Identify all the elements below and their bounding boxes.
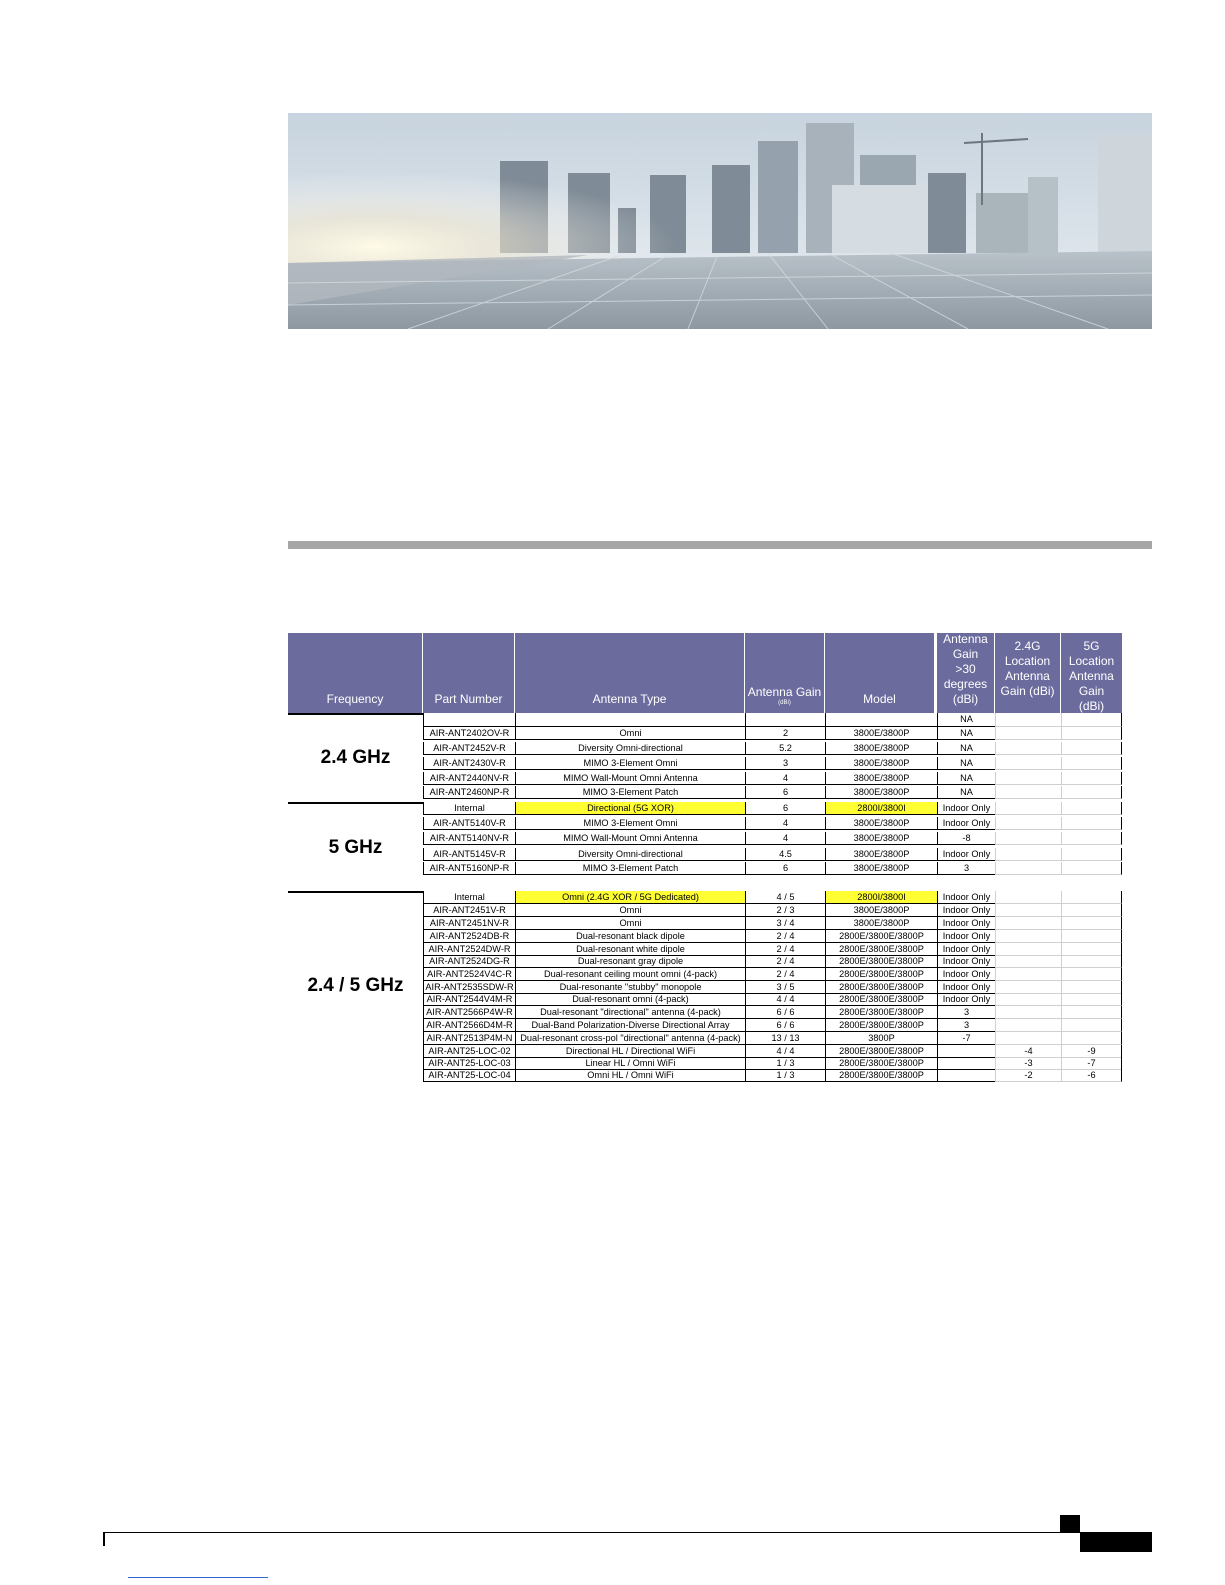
cell-gain-30: -8 (937, 832, 995, 845)
cell-model (825, 713, 937, 727)
cell-part-number: AIR-ANT2402OV-R (423, 727, 515, 740)
cell-model: 3800E/3800P (825, 786, 937, 799)
cell-part-number: AIR-ANT25-LOC-02 (423, 1045, 515, 1058)
cell-gain-30: 3 (937, 862, 995, 875)
cell-model: 3800E/3800P (825, 757, 937, 770)
cell-gain-30: NA (937, 727, 995, 740)
header-model: Model (825, 633, 935, 713)
footer-tick (103, 1532, 105, 1546)
cell-part-number: AIR-ANT2566D4M-R (423, 1019, 515, 1032)
cell-model: 3800E/3800P (825, 832, 937, 845)
cell-antenna-type: Dual-resonant black dipole (515, 930, 745, 943)
cell-model: 3800E/3800P (825, 848, 937, 861)
cell-loc-5 (1061, 802, 1122, 815)
cell-loc-5 (1061, 904, 1122, 917)
header-part-number: Part Number (423, 633, 515, 713)
cell-antenna-type: MIMO 3-Element Omni (515, 817, 745, 830)
cell-gain-30: Indoor Only (937, 943, 995, 956)
cell-antenna-type: MIMO Wall-Mount Omni Antenna (515, 772, 745, 785)
cell-loc-24: -3 (995, 1057, 1061, 1070)
cell-part-number (423, 713, 515, 727)
cell-loc-24 (995, 891, 1061, 904)
cell-antenna-gain: 2 (745, 727, 825, 740)
header-gain-30: Antenna Gain >30 degrees (dBi) (937, 633, 995, 713)
cell-gain-30: Indoor Only (937, 891, 995, 904)
cell-loc-5 (1061, 848, 1122, 861)
cell-antenna-type: Dual-resonant "directional" antenna (4-pack) (515, 1006, 745, 1019)
cell-model: 2800E/3800E/3800P (825, 1045, 937, 1058)
cell-loc-24 (995, 848, 1061, 861)
cell-gain-30: NA (937, 713, 995, 727)
cell-gain-30: NA (937, 742, 995, 755)
cell-loc-24 (995, 862, 1061, 875)
cell-part-number: AIR-ANT2513P4M-N (423, 1032, 515, 1045)
cell-antenna-type: Omni (2.4G XOR / 5G Dedicated) (515, 891, 745, 904)
cell-antenna-type: Dual-resonant white dipole (515, 943, 745, 956)
cell-part-number: AIR-ANT25-LOC-04 (423, 1069, 515, 1082)
cell-antenna-gain: 5.2 (745, 742, 825, 755)
cell-loc-5 (1061, 786, 1122, 799)
cell-antenna-gain: 6 (745, 862, 825, 875)
cell-loc-5 (1061, 713, 1122, 727)
cell-loc-5 (1061, 1019, 1122, 1032)
cell-loc-5: -7 (1061, 1057, 1122, 1070)
cell-antenna-type: Dual-resonant gray dipole (515, 955, 745, 968)
cell-loc-24 (995, 993, 1061, 1006)
cell-loc-24 (995, 742, 1061, 755)
cell-antenna-gain: 2 / 4 (745, 955, 825, 968)
cell-part-number: AIR-ANT2452V-R (423, 742, 515, 755)
cell-antenna-type: MIMO 3-Element Patch (515, 786, 745, 799)
cell-loc-5 (1061, 1006, 1122, 1019)
cell-loc-24 (995, 904, 1061, 917)
cell-antenna-type: Linear HL / Omni WiFi (515, 1057, 745, 1070)
cell-part-number: AIR-ANT2451V-R (423, 904, 515, 917)
cell-model: 3800P (825, 1032, 937, 1045)
cell-model: 3800E/3800P (825, 917, 937, 930)
cell-antenna-gain: 2 / 4 (745, 943, 825, 956)
cell-loc-5 (1061, 955, 1122, 968)
cell-antenna-type: Dual-resonant omni (4-pack) (515, 993, 745, 1006)
cell-part-number: AIR-ANT2524DB-R (423, 930, 515, 943)
cell-loc-24 (995, 1006, 1061, 1019)
cell-loc-24 (995, 968, 1061, 981)
cell-loc-5 (1061, 832, 1122, 845)
cell-antenna-gain: 3 / 4 (745, 917, 825, 930)
cell-loc-5: -6 (1061, 1069, 1122, 1082)
cell-gain-30: 3 (937, 1019, 995, 1032)
cell-model: 2800E/3800E/3800P (825, 930, 937, 943)
cell-loc-5 (1061, 930, 1122, 943)
footer-rule (103, 1532, 1152, 1533)
cell-loc-5 (1061, 891, 1122, 904)
cell-loc-24 (995, 917, 1061, 930)
cell-antenna-gain: 13 / 13 (745, 1032, 825, 1045)
cell-part-number: AIR-ANT5140V-R (423, 817, 515, 830)
cell-gain-30: NA (937, 772, 995, 785)
cell-loc-5 (1061, 968, 1122, 981)
cell-antenna-gain: 4 (745, 832, 825, 845)
cell-antenna-type: Omni (515, 917, 745, 930)
header-loc-24: 2.4G Location Antenna Gain (dBi) (995, 633, 1061, 713)
cell-part-number: AIR-ANT5140NV-R (423, 832, 515, 845)
cell-antenna-gain (745, 713, 825, 727)
cell-antenna-type: MIMO 3-Element Patch (515, 862, 745, 875)
cell-loc-5 (1061, 742, 1122, 755)
page-number-box (1080, 1532, 1152, 1552)
cell-part-number: Internal (423, 802, 515, 815)
cell-antenna-type: MIMO 3-Element Omni (515, 757, 745, 770)
cell-model: 2800E/3800E/3800P (825, 1019, 937, 1032)
cell-model: 2800E/3800E/3800P (825, 981, 937, 994)
cell-antenna-gain: 4 / 4 (745, 1045, 825, 1058)
cell-gain-30: NA (937, 786, 995, 799)
cell-loc-24 (995, 757, 1061, 770)
cell-loc-24 (995, 727, 1061, 740)
cell-part-number: AIR-ANT2451NV-R (423, 917, 515, 930)
cell-antenna-type: Dual-resonant ceiling mount omni (4-pack) (515, 968, 745, 981)
cell-gain-30: -7 (937, 1032, 995, 1045)
cell-loc-5 (1061, 993, 1122, 1006)
cell-loc-5 (1061, 727, 1122, 740)
cell-gain-30: Indoor Only (937, 917, 995, 930)
cell-loc-24 (995, 786, 1061, 799)
cell-antenna-gain: 2 / 4 (745, 968, 825, 981)
cell-loc-5 (1061, 917, 1122, 930)
cell-loc-24 (995, 1019, 1061, 1032)
cell-antenna-type: Directional HL / Directional WiFi (515, 1045, 745, 1058)
cell-model: 2800E/3800E/3800P (825, 1006, 937, 1019)
cell-loc-24: -2 (995, 1069, 1061, 1082)
cell-model: 2800E/3800E/3800P (825, 943, 937, 956)
cell-model: 2800E/3800E/3800P (825, 1069, 937, 1082)
cell-part-number: AIR-ANT2524DG-R (423, 955, 515, 968)
footer-marker (1060, 1515, 1080, 1532)
cell-antenna-type (515, 713, 745, 727)
cell-model: 3800E/3800P (825, 772, 937, 785)
cell-model: 3800E/3800P (825, 727, 937, 740)
cell-antenna-gain: 3 (745, 757, 825, 770)
cell-gain-30: Indoor Only (937, 968, 995, 981)
cell-loc-24 (995, 713, 1061, 727)
cell-model: 3800E/3800P (825, 817, 937, 830)
cell-part-number: Internal (423, 891, 515, 904)
cell-gain-30: Indoor Only (937, 993, 995, 1006)
cell-loc-5 (1061, 862, 1122, 875)
cell-antenna-type: Diversity Omni-directional (515, 742, 745, 755)
cell-gain-30: Indoor Only (937, 955, 995, 968)
cell-antenna-type: Omni HL / Omni WiFi (515, 1069, 745, 1082)
cell-loc-24 (995, 802, 1061, 815)
skyline-illustration (288, 113, 1152, 329)
cell-loc-24 (995, 817, 1061, 830)
cell-antenna-gain: 4 / 4 (745, 993, 825, 1006)
footer-link[interactable] (128, 1577, 268, 1578)
cell-model: 2800E/3800E/3800P (825, 955, 937, 968)
cell-loc-24 (995, 772, 1061, 785)
cell-loc-24 (995, 930, 1061, 943)
cell-part-number: AIR-ANT2430V-R (423, 757, 515, 770)
cell-antenna-gain: 4 / 5 (745, 891, 825, 904)
cell-antenna-type: MIMO Wall-Mount Omni Antenna (515, 832, 745, 845)
cell-antenna-gain: 6 (745, 802, 825, 815)
header-antenna-type: Antenna Type (515, 633, 745, 713)
group-label-5ghz: 5 GHz (328, 836, 383, 858)
section-rule (288, 541, 1152, 549)
cell-antenna-gain: 2 / 3 (745, 904, 825, 917)
cell-antenna-type: Dual-resonant cross-pol "directional" antenna (4-pack) (515, 1032, 745, 1045)
cell-antenna-gain: 4 (745, 772, 825, 785)
cell-part-number: AIR-ANT2535SDW-R (423, 981, 515, 994)
cell-model: 3800E/3800P (825, 904, 937, 917)
cell-gain-30: Indoor Only (937, 817, 995, 830)
cell-part-number: AIR-ANT2440NV-R (423, 772, 515, 785)
cell-loc-5 (1061, 817, 1122, 830)
cell-loc-24 (995, 1032, 1061, 1045)
cell-model: 2800I/3800I (825, 891, 937, 904)
cell-antenna-gain: 1 / 3 (745, 1069, 825, 1082)
hero-image (288, 113, 1152, 329)
cell-part-number: AIR-ANT2460NP-R (423, 786, 515, 799)
cell-gain-30: Indoor Only (937, 981, 995, 994)
cell-model: 2800E/3800E/3800P (825, 968, 937, 981)
group-label-2-4ghz: 2.4 GHz (320, 746, 391, 768)
cell-part-number: AIR-ANT25-LOC-03 (423, 1057, 515, 1070)
cell-antenna-gain: 4 (745, 817, 825, 830)
cell-model: 2800I/3800I (825, 802, 937, 815)
cell-antenna-gain: 2 / 4 (745, 930, 825, 943)
cell-antenna-gain: 6 / 6 (745, 1019, 825, 1032)
cell-loc-5 (1061, 1032, 1122, 1045)
header-frequency: Frequency (288, 633, 423, 713)
cell-antenna-type: Omni (515, 904, 745, 917)
cell-gain-30: Indoor Only (937, 848, 995, 861)
cell-gain-30: 3 (937, 1006, 995, 1019)
cell-model: 2800E/3800E/3800P (825, 1057, 937, 1070)
cell-part-number: AIR-ANT2544V4M-R (423, 993, 515, 1006)
cell-part-number: AIR-ANT2566P4W-R (423, 1006, 515, 1019)
cell-antenna-gain: 4.5 (745, 848, 825, 861)
header-loc-5: 5G Location Antenna Gain (dBi) (1061, 633, 1122, 713)
cell-antenna-type: Dual-Band Polarization-Diverse Directional Array (515, 1019, 745, 1032)
cell-loc-24: -4 (995, 1045, 1061, 1058)
cell-antenna-type: Diversity Omni-directional (515, 848, 745, 861)
cell-loc-24 (995, 832, 1061, 845)
cell-part-number: AIR-ANT2524DW-R (423, 943, 515, 956)
cell-gain-30: Indoor Only (937, 904, 995, 917)
cell-antenna-type: Dual-resonante "stubby" monopole (515, 981, 745, 994)
cell-antenna-gain: 6 (745, 786, 825, 799)
cell-loc-24 (995, 955, 1061, 968)
cell-model: 3800E/3800P (825, 742, 937, 755)
cell-antenna-gain: 6 / 6 (745, 1006, 825, 1019)
header-antenna-gain: Antenna Gain (dBi) (745, 633, 825, 713)
cell-gain-30: Indoor Only (937, 930, 995, 943)
cell-part-number: AIR-ANT5145V-R (423, 848, 515, 861)
cell-loc-5 (1061, 772, 1122, 785)
cell-part-number: AIR-ANT5160NP-R (423, 862, 515, 875)
cell-part-number: AIR-ANT2524V4C-R (423, 968, 515, 981)
cell-loc-5 (1061, 757, 1122, 770)
cell-loc-5: -9 (1061, 1045, 1122, 1058)
cell-antenna-gain: 3 / 5 (745, 981, 825, 994)
cell-antenna-type: Omni (515, 727, 745, 740)
cell-antenna-gain: 1 / 3 (745, 1057, 825, 1070)
cell-gain-30: NA (937, 757, 995, 770)
cell-gain-30: Indoor Only (937, 802, 995, 815)
cell-gain-30 (937, 1069, 995, 1082)
cell-model: 2800E/3800E/3800P (825, 993, 937, 1006)
cell-antenna-type: Directional (5G XOR) (515, 802, 745, 815)
group-label-dual-band: 2.4 / 5 GHz (307, 975, 404, 996)
cell-model: 3800E/3800P (825, 862, 937, 875)
